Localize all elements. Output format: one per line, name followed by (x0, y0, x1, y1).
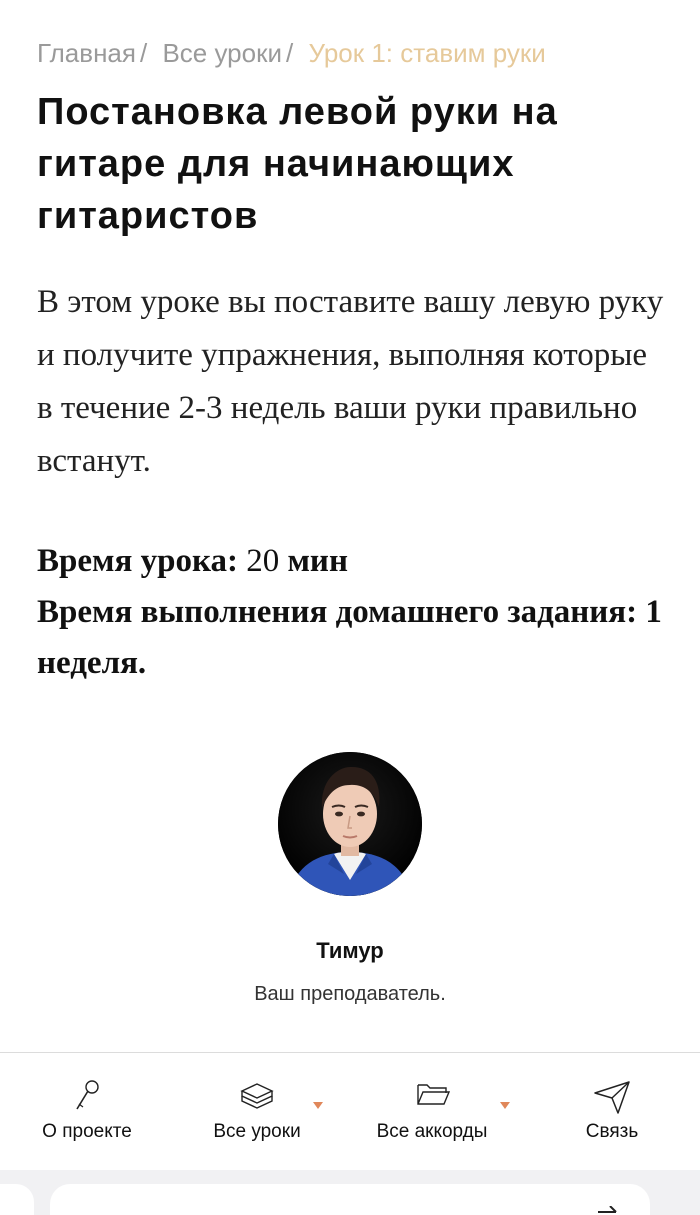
breadcrumb-separator: / (139, 38, 148, 68)
nav-item-all-chords[interactable] (368, 1053, 496, 1171)
duration-number: 20 (246, 543, 280, 579)
chevron-down-icon[interactable] (500, 1102, 510, 1109)
folder-icon (415, 1079, 451, 1109)
nav-item-about[interactable] (20, 1053, 154, 1171)
teacher-photo (278, 752, 422, 896)
bottom-navigation (0, 1052, 700, 1171)
breadcrumb-separator: / (286, 38, 294, 68)
duration-unit: мин (287, 543, 348, 579)
nav-label: Все аккорды (376, 1121, 488, 1142)
homework-value: 1 неделя. (37, 594, 662, 681)
homework-label: Время выполнения домашнего задания: (37, 594, 638, 630)
breadcrumb-all-lessons[interactable]: Все уроки (162, 38, 282, 68)
duration-label: Время урока: (37, 543, 238, 579)
nav-label: Связь (585, 1121, 639, 1142)
teacher-role: Ваш преподаватель. (254, 983, 446, 1005)
teacher-name: Тимур (316, 938, 384, 963)
lesson-intro: В этом уроке вы поставите вашу левую руку и получите упражнения, выполняя которые в течение 2-3 недель ваши руки правильно встанут. (37, 284, 664, 479)
send-icon (593, 1079, 631, 1115)
lesson-duration (37, 536, 667, 587)
breadcrumb-home[interactable]: Главная (37, 38, 136, 68)
nav-label: О проекте (42, 1121, 132, 1142)
nav-item-contact[interactable] (568, 1053, 656, 1171)
avatar (278, 752, 422, 896)
browser-address-bar[interactable] (50, 1184, 650, 1215)
chevron-down-icon[interactable] (313, 1102, 323, 1109)
lesson-meta (37, 536, 667, 689)
page-title: Постановка левой руки на гитаре для начинающих гитаристов (37, 91, 558, 237)
nav-item-all-lessons[interactable] (200, 1053, 314, 1171)
browser-tab-preview[interactable] (0, 1184, 34, 1215)
breadcrumb-current: Урок 1: ставим руки (308, 38, 546, 68)
microphone-icon (74, 1079, 100, 1113)
homework-duration (37, 587, 667, 689)
breadcrumb (37, 36, 546, 70)
arrow-right-icon[interactable] (596, 1206, 620, 1215)
nav-label: Все уроки (213, 1121, 301, 1142)
books-icon (239, 1079, 275, 1111)
browser-toolbar (0, 1170, 700, 1215)
